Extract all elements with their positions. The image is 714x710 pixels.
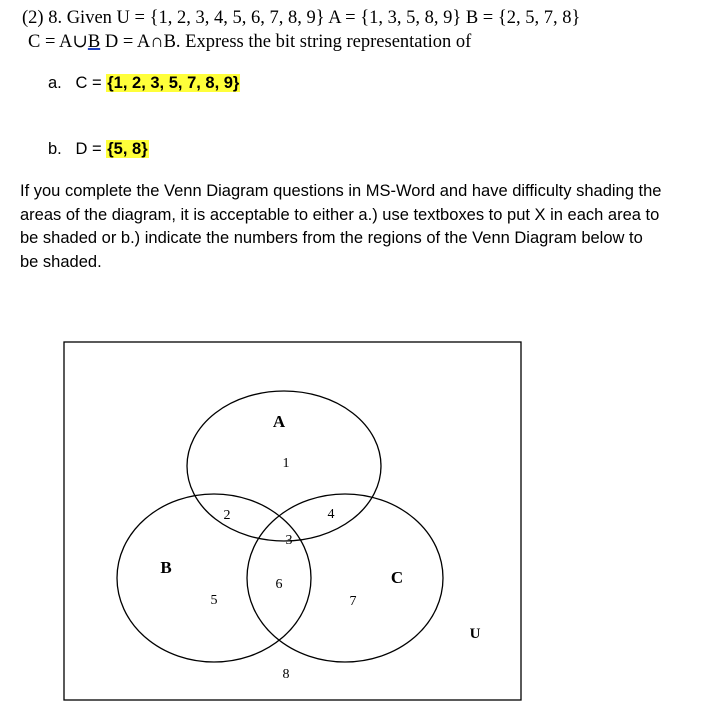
region-6: 6 <box>275 577 283 592</box>
instructions-paragraph <box>20 180 710 274</box>
region-7: 7 <box>349 594 357 609</box>
region-5: 5 <box>210 593 218 608</box>
answer-a-label: a. <box>48 74 62 92</box>
instructions-line-2: areas of the diagram, it is acceptable to either a.) use textboxes to put X in each area to <box>20 205 660 224</box>
question-line-1: (2) 8. Given U = {1, 2, 3, 4, 5, 6, 7, 8, 9} A = {1, 3, 5, 8, 9} B = {2, 5, 7, 8} <box>22 8 581 28</box>
region-2: 2 <box>223 508 231 523</box>
instructions-line-4: be shaded. <box>20 252 102 271</box>
instructions-line-3: be shaded or b.) indicate the numbers from the regions of the Venn Diagram below to <box>20 229 643 247</box>
answer-b <box>48 140 149 159</box>
label-universe: U <box>469 626 481 642</box>
question-line-2-end: D = A∩B. Express the bit string representation of <box>100 32 472 52</box>
venn-diagram <box>63 341 523 703</box>
region-8: 8 <box>282 667 290 682</box>
label-set-a: A <box>272 412 286 431</box>
answer-b-value: {5, 8} <box>107 140 148 158</box>
answer-b-prefix: D = <box>75 140 102 158</box>
answer-a <box>48 74 240 93</box>
answer-a-value: {1, 2, 3, 5, 7, 8, 9} <box>107 74 240 92</box>
universe-box <box>64 342 521 700</box>
question-line-2-start: C = A∪ <box>28 32 88 52</box>
question-underlined-b: B <box>87 32 101 52</box>
instructions-line-1: If you complete the Venn Diagram questions in MS-Word and have difficulty shading the <box>20 182 662 200</box>
answer-a-prefix: C = <box>75 74 102 92</box>
label-set-b: B <box>160 558 172 577</box>
question-line-2 <box>28 31 471 53</box>
answer-b-label: b. <box>48 140 62 158</box>
region-4: 4 <box>327 507 335 522</box>
region-1: 1 <box>282 456 290 471</box>
region-3: 3 <box>285 533 293 548</box>
label-set-c: C <box>390 568 404 587</box>
